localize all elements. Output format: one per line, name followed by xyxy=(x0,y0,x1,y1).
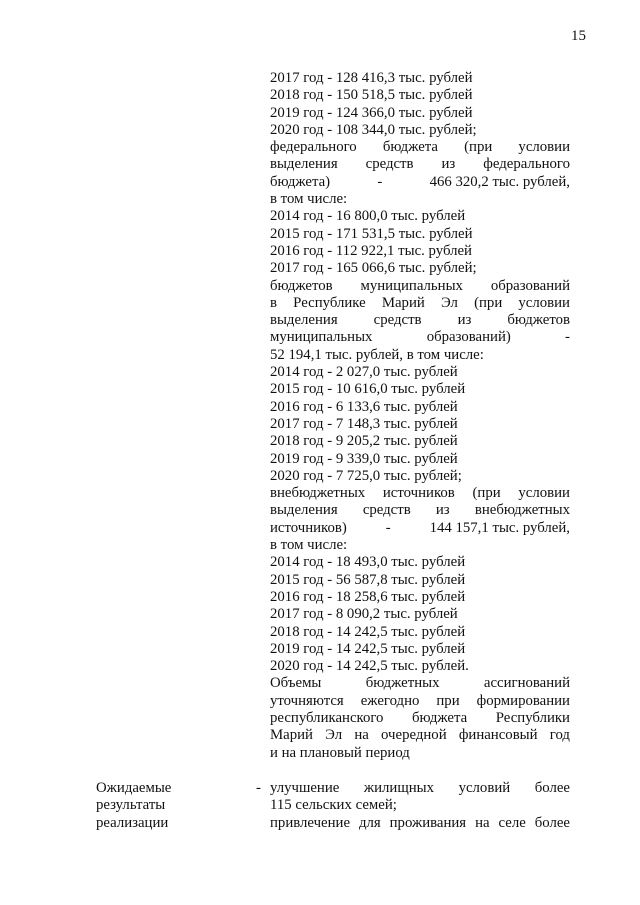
word: бюджетов xyxy=(270,277,333,294)
expected-results-label xyxy=(96,780,171,832)
municipal-year-line: 2017 год - 7 148,3 тыс. рублей xyxy=(270,415,458,432)
word: Марий xyxy=(381,294,425,311)
expected-results-text xyxy=(270,780,570,832)
word: более xyxy=(534,814,570,831)
note-line: и на плановый период xyxy=(270,744,410,761)
word: жилищных xyxy=(363,780,435,796)
municipal-year-line: 2015 год - 10 616,0 тыс. рублей xyxy=(270,381,466,398)
municipal-year-line: 2018 год - 9 205,2 тыс. рублей xyxy=(270,433,458,450)
word: селе xyxy=(498,814,526,831)
word: - xyxy=(385,519,391,536)
word: муниципальных xyxy=(360,277,463,294)
word: Республики xyxy=(495,709,570,726)
word: средств xyxy=(373,312,422,329)
label-line: реализации xyxy=(96,814,169,831)
word: бюджета) xyxy=(270,173,331,190)
extra-year-line: 2014 год - 18 493,0 тыс. рублей xyxy=(270,554,466,571)
word: внебюджетных xyxy=(474,502,570,519)
extra-total: 144 157,1 тыс. рублей, xyxy=(429,519,570,536)
federal-year-line: 2017 год - 165 066,6 тыс. рублей; xyxy=(270,260,477,277)
word: образований) xyxy=(426,329,511,346)
word: бюджета xyxy=(412,709,468,726)
word: Эл xyxy=(325,727,343,744)
word: финансовый xyxy=(458,727,538,744)
extra-including-line: в том числе: xyxy=(270,537,348,554)
word: условии xyxy=(518,294,570,311)
word: ежегодно xyxy=(360,692,420,709)
word: в xyxy=(270,294,277,311)
word: выделения xyxy=(270,156,338,173)
municipal-year-line: 2020 год - 7 725,0 тыс. рублей; xyxy=(270,467,462,484)
word: на xyxy=(475,814,490,831)
municipal-year-line: 2016 год - 6 133,6 тыс. рублей xyxy=(270,398,458,415)
word: очередной xyxy=(381,727,447,744)
word: из xyxy=(457,312,472,329)
extra-year-line: 2018 год - 14 242,5 тыс. рублей xyxy=(270,623,466,640)
word: Республике xyxy=(293,294,366,311)
federal-year-line: 2016 год - 112 922,1 тыс. рублей xyxy=(270,242,472,259)
word: выделения xyxy=(270,312,338,329)
regional-year-line: 2018 год - 150 518,5 тыс. рублей xyxy=(270,87,473,104)
word: формировании xyxy=(476,692,570,709)
word: условии xyxy=(518,485,570,502)
federal-year-line: 2015 год - 171 531,5 тыс. рублей xyxy=(270,225,473,242)
extra-year-line: 2019 год - 14 242,5 тыс. рублей xyxy=(270,640,466,657)
word: источников xyxy=(382,485,455,502)
municipal-heading-line xyxy=(270,295,570,312)
extra-year-line: 2015 год - 56 587,8 тыс. рублей xyxy=(270,571,466,588)
word: год xyxy=(549,727,570,744)
word: бюджета xyxy=(382,139,438,156)
word: - xyxy=(565,329,570,346)
word: федерального xyxy=(483,156,570,173)
word: образований xyxy=(490,277,570,294)
results-line xyxy=(270,815,570,832)
federal-heading-line xyxy=(270,156,570,173)
word: средств xyxy=(365,156,414,173)
word: внебюджетных xyxy=(270,485,366,502)
federal-including-line: в том числе: xyxy=(270,191,348,208)
extra-total-line xyxy=(270,520,570,537)
word: выделения xyxy=(270,502,338,519)
regional-year-line: 2019 год - 124 366,0 тыс. рублей xyxy=(270,104,473,121)
word: условий xyxy=(458,780,511,796)
municipal-heading-line xyxy=(270,329,570,346)
word: источников) xyxy=(270,519,347,536)
note-line xyxy=(270,693,570,710)
word: бюджетов xyxy=(507,312,570,329)
word: (при xyxy=(472,485,501,502)
word: федерального xyxy=(270,139,357,156)
word: (при xyxy=(464,139,493,156)
page-number: 15 xyxy=(571,28,586,44)
regional-year-line: 2017 год - 128 416,3 тыс. рублей xyxy=(270,70,473,86)
label-line: Ожидаемые xyxy=(96,780,172,796)
extra-heading-line xyxy=(270,502,570,519)
municipal-heading-line xyxy=(270,278,570,295)
federal-total-line xyxy=(270,174,570,191)
word: для xyxy=(358,814,381,831)
regional-year-line: 2020 год - 108 344,0 тыс. рублей; xyxy=(270,121,477,138)
word: муниципальных xyxy=(270,329,373,346)
extra-year-line: 2016 год - 18 258,6 тыс. рублей xyxy=(270,588,466,605)
word: на xyxy=(354,727,369,744)
word: бюджетных xyxy=(365,675,440,692)
word: привлечение xyxy=(270,814,351,831)
word: улучшение xyxy=(270,780,340,796)
results-line: 115 сельских семей; xyxy=(270,797,397,814)
label-dash: - xyxy=(256,780,261,796)
word: Объемы xyxy=(270,675,322,692)
word: из xyxy=(441,156,456,173)
word: условии xyxy=(518,139,570,156)
word: Марий xyxy=(270,727,313,744)
word: уточняются xyxy=(270,692,344,709)
label-line: результаты xyxy=(96,797,166,814)
note-line xyxy=(270,727,570,744)
word: из xyxy=(435,502,450,519)
extra-heading-line xyxy=(270,485,570,502)
federal-heading-line xyxy=(270,139,570,156)
word: - xyxy=(377,173,383,190)
word: проживания xyxy=(389,814,467,831)
federal-year-line: 2014 год - 16 800,0 тыс. рублей xyxy=(270,208,466,225)
funding-text-block xyxy=(270,70,570,762)
municipal-year-line: 2019 год - 9 339,0 тыс. рублей xyxy=(270,450,458,467)
note-line xyxy=(270,710,570,727)
municipal-total-line: 52 194,1 тыс. рублей, в том числе: xyxy=(270,346,484,363)
note-line xyxy=(270,675,570,692)
word: более xyxy=(534,780,570,796)
word: средств xyxy=(362,502,411,519)
word: республиканского xyxy=(270,709,384,726)
extra-year-line: 2017 год - 8 090,2 тыс. рублей xyxy=(270,606,458,623)
word: при xyxy=(436,692,460,709)
word: Эл xyxy=(440,294,458,311)
results-line xyxy=(270,780,570,797)
word: (при xyxy=(474,294,503,311)
extra-year-line: 2020 год - 14 242,5 тыс. рублей. xyxy=(270,658,469,675)
municipal-heading-line xyxy=(270,312,570,329)
federal-total: 466 320,2 тыс. рублей, xyxy=(429,173,570,190)
municipal-year-line: 2014 год - 2 027,0 тыс. рублей xyxy=(270,364,458,381)
word: ассигнований xyxy=(483,675,570,692)
